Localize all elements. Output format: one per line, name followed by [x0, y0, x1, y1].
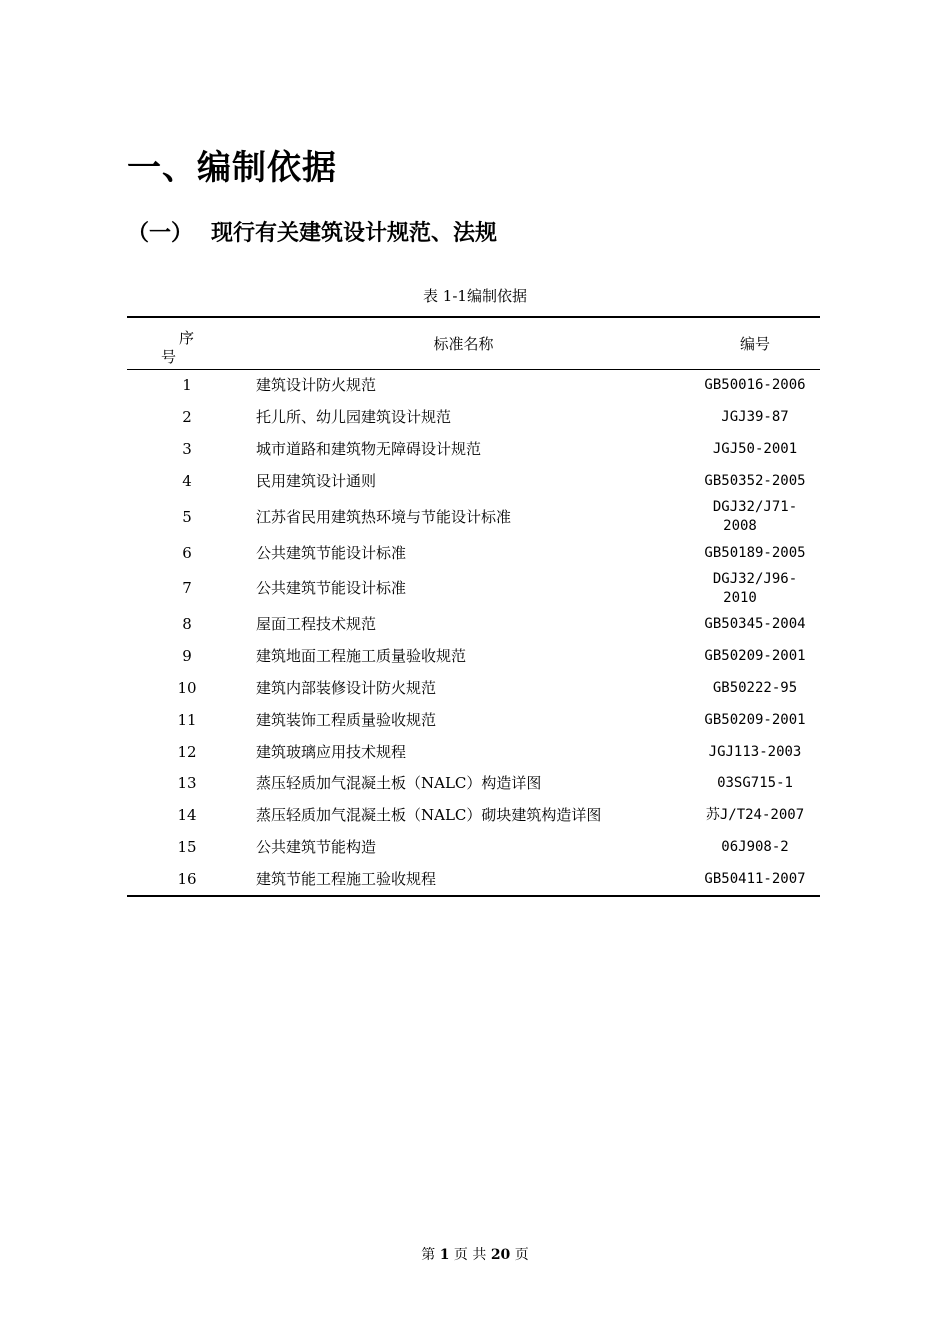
footer-total-pages: 20 — [490, 1247, 511, 1263]
row-seq: 7 — [182, 579, 192, 598]
row-standard-code: JGJ50-2001 — [712, 440, 798, 457]
row-standard-code: GB50209-2001 — [704, 648, 806, 665]
row-seq: 2 — [182, 408, 192, 427]
table-row — [127, 768, 820, 800]
row-standard-code: 苏J/T24-2007 — [705, 807, 805, 824]
table-row — [127, 863, 820, 896]
footer-text-1: 第 — [421, 1247, 436, 1263]
row-standard-name: 江苏省民用建筑热环境与节能设计标准 — [256, 507, 512, 526]
row-standard-name: 公共建筑节能设计标准 — [256, 579, 407, 598]
footer-page-number: 1 — [439, 1247, 450, 1263]
table-row — [127, 736, 820, 768]
row-seq: 4 — [182, 471, 192, 490]
table-row — [127, 402, 820, 434]
row-seq: 12 — [177, 742, 197, 761]
row-standard-name: 建筑地面工程施工质量验收规范 — [256, 647, 467, 666]
table-row — [127, 673, 820, 705]
table-body — [127, 370, 820, 897]
row-standard-code-line1: DGJ32/J71- — [712, 499, 798, 516]
row-standard-name: 蒸压轻质加气混凝土板（NALC）构造详图 — [256, 774, 542, 793]
row-standard-code: GB50222-95 — [712, 679, 798, 696]
table-row — [127, 497, 820, 537]
table-row — [127, 832, 820, 864]
row-seq: 13 — [177, 774, 197, 793]
subsection-title: 现行有关建筑设计规范、法规 — [211, 221, 498, 246]
page-footer — [0, 1244, 950, 1264]
row-standard-code-line2: 2010 — [723, 589, 757, 606]
table-caption: 表 1-1编制依据 — [423, 287, 527, 305]
row-seq: 8 — [182, 615, 192, 634]
row-seq: 16 — [127, 863, 247, 896]
row-seq: 11 — [177, 710, 197, 729]
row-standard-code — [680, 497, 820, 537]
row-standard-name: 建筑设计防火规范 — [256, 376, 377, 395]
table-header-row — [127, 317, 820, 370]
row-seq: 10 — [177, 678, 197, 697]
header-seq-char2: 号 — [161, 348, 177, 366]
row-standard-code: GB50189-2005 — [704, 544, 806, 561]
row-standard-code: 06J908-2 — [721, 838, 789, 855]
row-standard-code: 03SG715-1 — [717, 775, 793, 792]
row-standard-code-line1: DGJ32/J96- — [712, 570, 798, 587]
footer-text-2: 页 共 — [453, 1247, 487, 1263]
row-standard-code-line2: 2008 — [723, 518, 757, 535]
row-standard-name: 蒸压轻质加气混凝土板（NALC）砌块建筑构造详图 — [256, 806, 602, 825]
header-code: 编号 — [680, 317, 820, 370]
section-heading: 一、编制依据 — [127, 148, 337, 188]
row-standard-name: 公共建筑节能设计标准 — [256, 543, 407, 562]
table-row — [127, 641, 820, 673]
row-seq: 15 — [177, 837, 197, 856]
row-standard-name: 城市道路和建筑物无障碍设计规范 — [256, 439, 482, 458]
row-standard-name: 建筑装饰工程质量验收规范 — [256, 710, 437, 729]
row-standard-code — [680, 569, 820, 609]
header-seq — [127, 317, 247, 370]
footer-text-3: 页 — [514, 1247, 529, 1263]
table-row — [127, 465, 820, 497]
row-standard-name: 建筑内部装修设计防火规范 — [256, 678, 437, 697]
row-standard-code: JGJ39-87 — [721, 409, 789, 426]
row-standard-code: GB50209-2001 — [704, 711, 806, 728]
table-row — [127, 537, 820, 569]
subsection-number: （一） — [127, 221, 194, 246]
table-row — [127, 569, 820, 609]
header-name: 标准名称 — [247, 317, 680, 370]
row-standard-code: GB50352-2005 — [704, 472, 806, 489]
row-seq: 14 — [177, 806, 197, 825]
row-seq: 9 — [182, 647, 192, 666]
row-seq: 1 — [182, 376, 192, 395]
row-standard-name: 托儿所、幼儿园建筑设计规范 — [256, 408, 452, 427]
row-standard-name: 民用建筑设计通则 — [256, 471, 377, 490]
row-standard-name: 建筑玻璃应用技术规程 — [256, 742, 407, 761]
row-standard-name: 屋面工程技术规范 — [256, 615, 377, 634]
row-standard-code: GB50411-2007 — [680, 863, 820, 896]
table-row — [127, 609, 820, 641]
row-seq: 6 — [182, 543, 192, 562]
row-standard-code: GB50345-2004 — [704, 616, 806, 633]
table-row — [127, 800, 820, 832]
row-standard-code: GB50016-2006 — [704, 377, 806, 394]
table-row — [127, 704, 820, 736]
standards-table — [127, 316, 820, 897]
table-row — [127, 370, 820, 402]
row-standard-name: 建筑节能工程施工验收规程 — [247, 863, 680, 896]
row-seq: 5 — [182, 507, 192, 526]
subsection-heading — [127, 216, 497, 247]
row-seq: 3 — [182, 439, 192, 458]
row-standard-code: JGJ113-2003 — [708, 743, 802, 760]
table-row — [127, 434, 820, 466]
header-seq-char1: 序 — [179, 329, 195, 347]
row-standard-name: 公共建筑节能构造 — [256, 837, 377, 856]
